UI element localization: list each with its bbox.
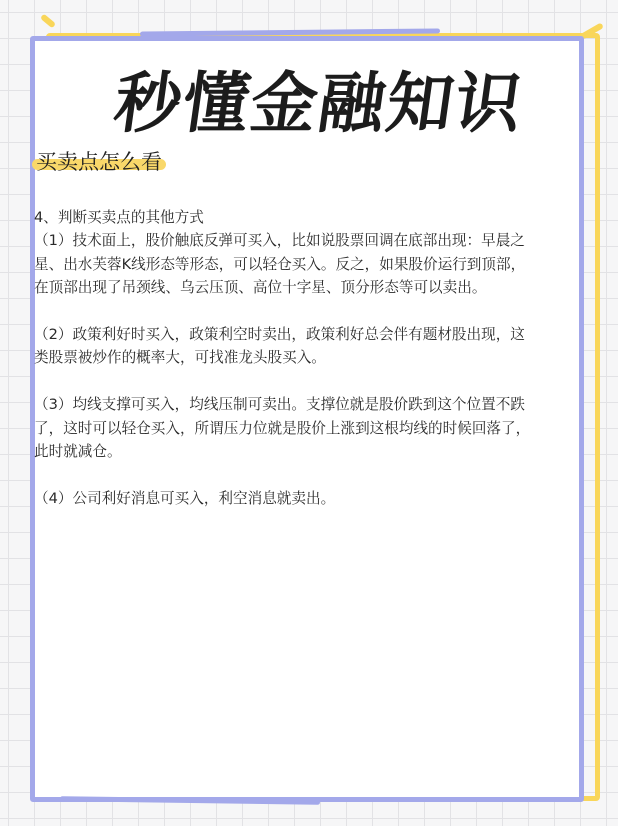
subtitle-block xyxy=(36,146,162,176)
paragraph-2: （2）政策利好时买入，政策利空时卖出，政策利好总会伴有题材股出现，这类股票被炒作的概率大，可找准龙头股买入。 xyxy=(34,326,525,367)
section-heading: 4、判断买卖点的其他方式 xyxy=(34,209,204,226)
article-body xyxy=(34,206,534,510)
page-title: 秒懂金融知识 xyxy=(109,65,529,142)
paragraph-4: （4）公司利好消息可买入，利空消息就卖出。 xyxy=(34,489,336,507)
subtitle: 买卖点怎么看 xyxy=(36,150,162,174)
paragraph-1: （1）技术面上，股价触底反弹可买入，比如说股票回调在底部出现：早晨之星、出水芙蓉K线形态等形态，可以轻仓买入。反之，如果股价运行到顶部，在顶部出现了吊颈线、乌云压顶、高位十字星、顶分形态等可以卖出。 xyxy=(34,232,526,297)
paragraph-3: （3）均线支撑可买入，均线压制可卖出。支撑位就是股价跌到这个位置不跌了，这时可以轻仓买入，所谓压力位就是股价上涨到这根均线的时候回落了，此时就减仓。 xyxy=(34,396,531,461)
yellow-stroke-top-left xyxy=(40,14,56,29)
